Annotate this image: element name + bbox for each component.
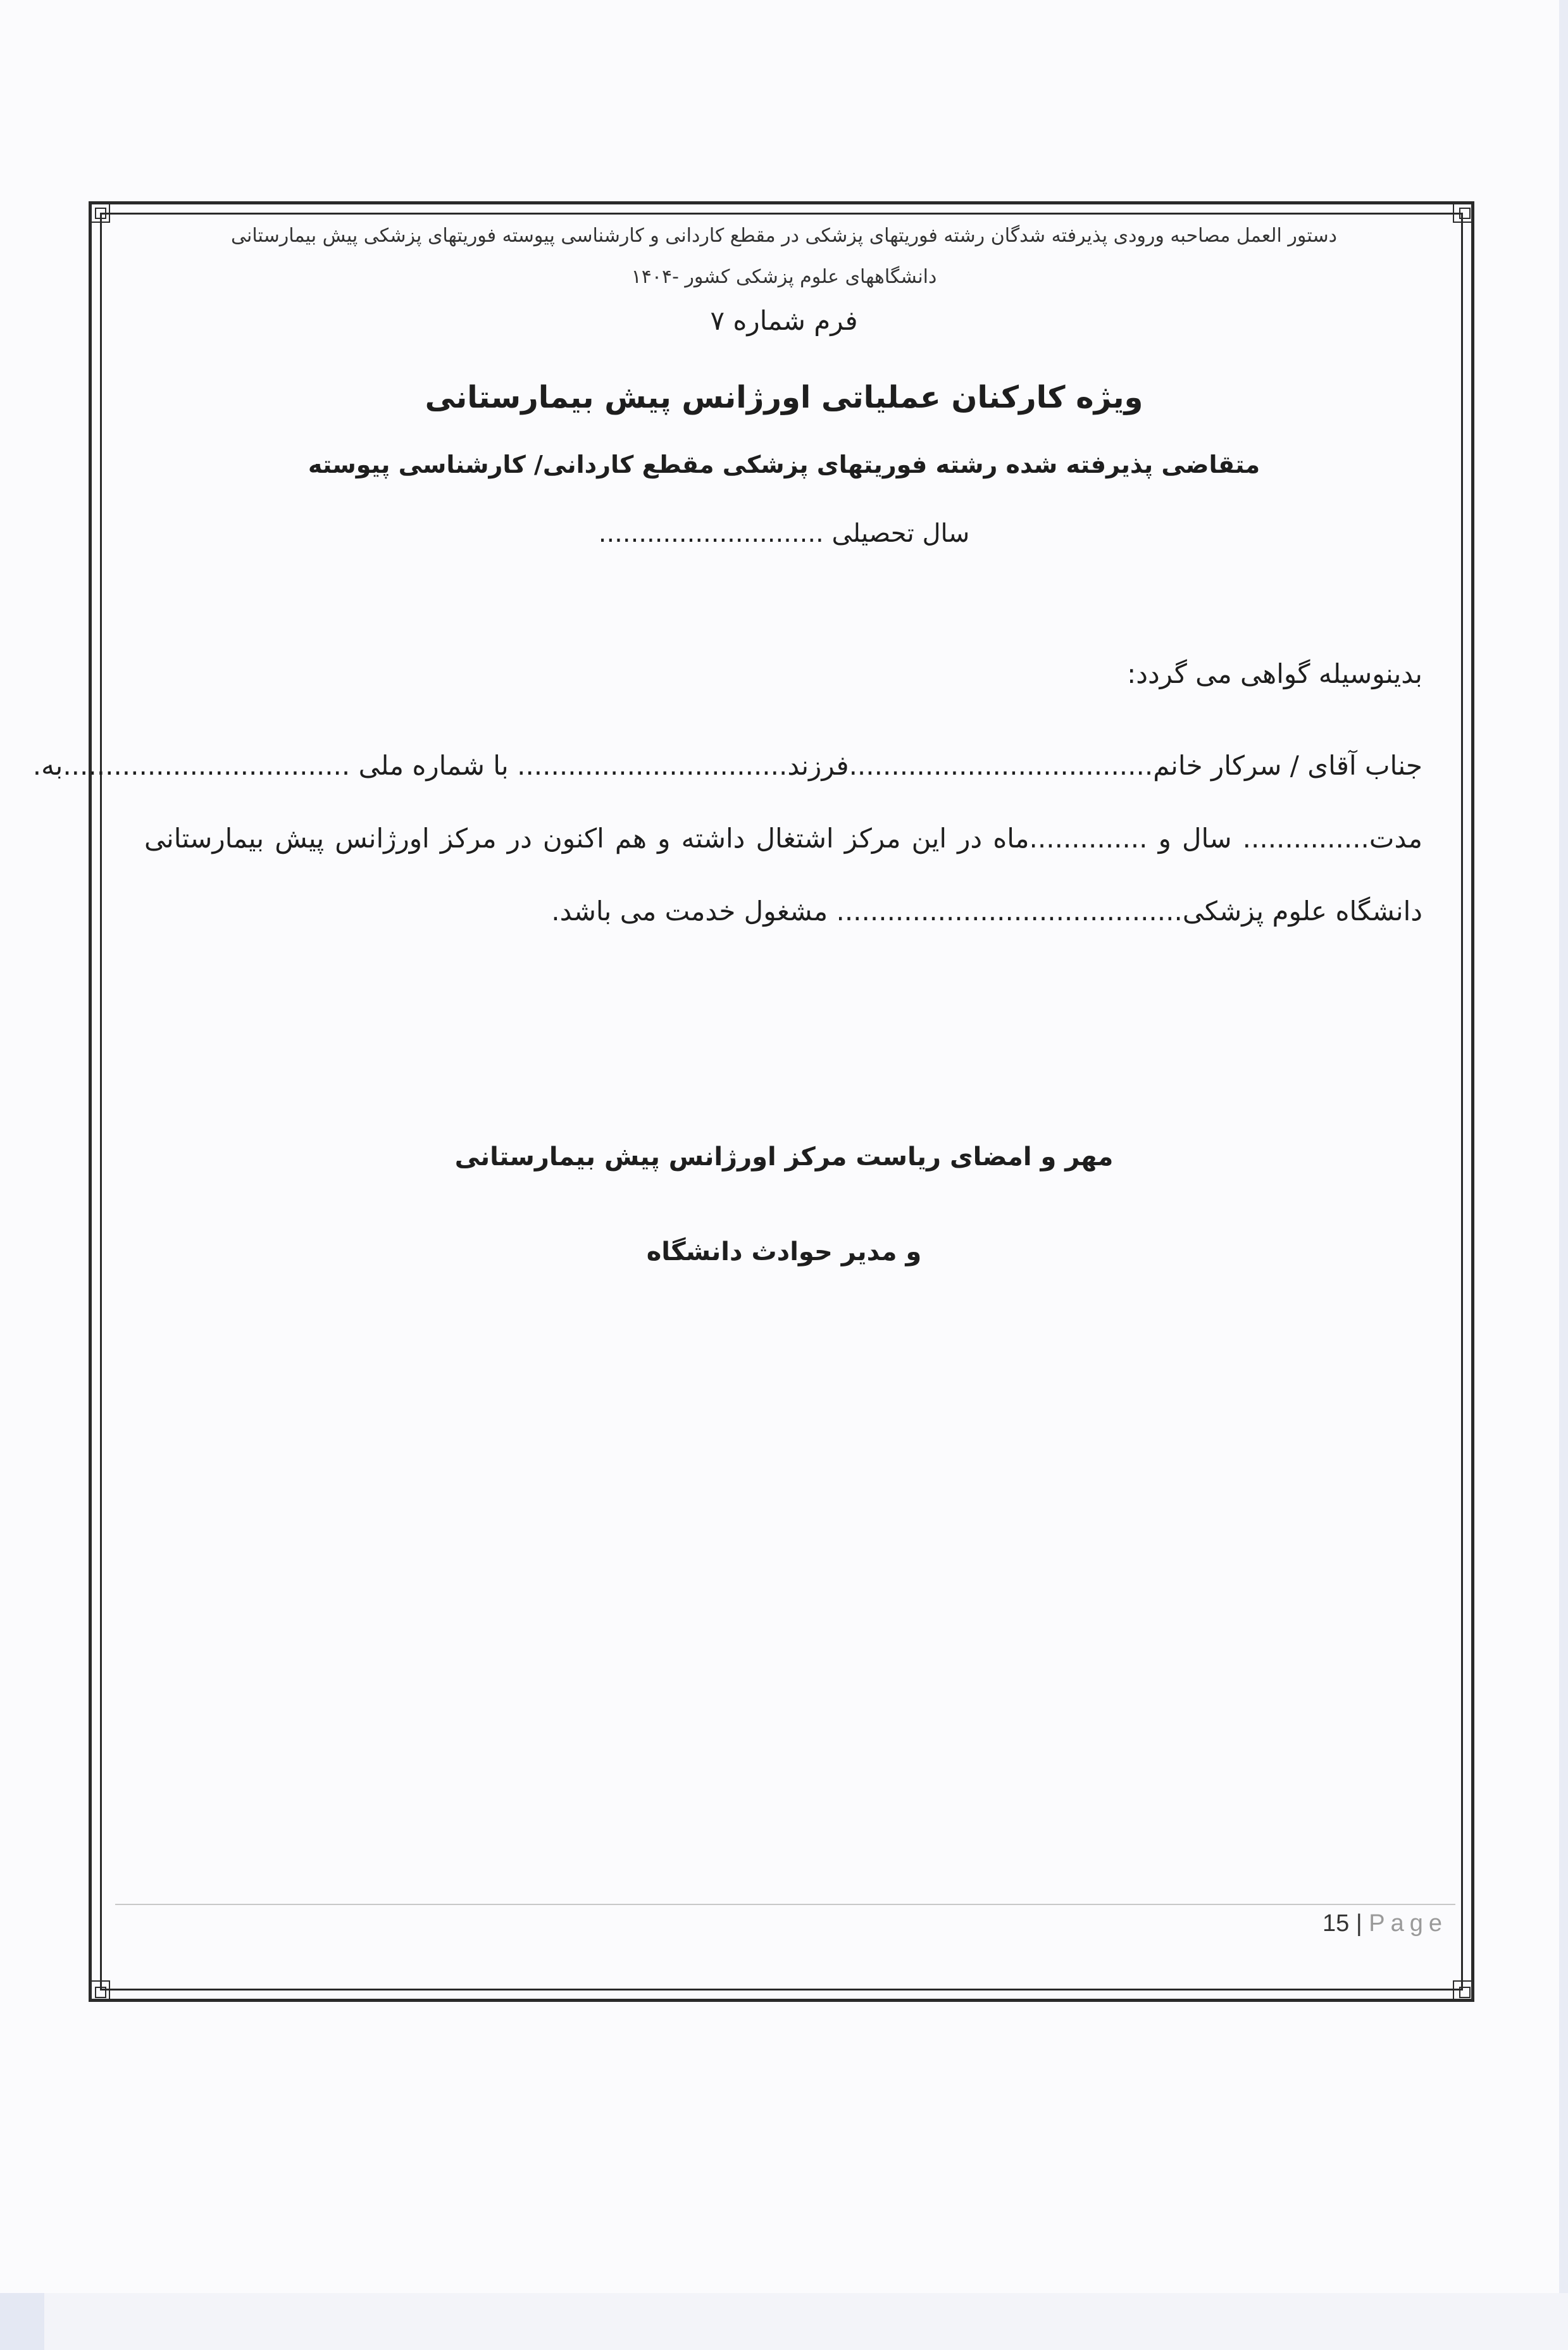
document-header-line-1: دستور العمل مصاحبه ورودی پذیرفته شدگان رشته فوریتهای پزشکی در مقطع کاردانی و کارشناسی پیوسته فوریتهای پزشکی پیش بیمارستانی: [231, 225, 1337, 247]
corner-ornament-top-right: [1453, 201, 1474, 223]
corner-ornament-bottom-left: [89, 1980, 110, 2002]
form-subtitle: متقاضی پذیرفته شده رشته فوریتهای پزشکی مقطع کاردانی/ کارشناسی پیوسته: [308, 451, 1260, 478]
certification-intro: بدینوسیله گواهی می گردد:: [1127, 658, 1422, 689]
page-number-footer: [1322, 1910, 1448, 1937]
page-label: Page: [1369, 1910, 1448, 1937]
signature-label-director: مهر و امضای ریاست مرکز اورژانس پیش بیمارستانی: [454, 1142, 1114, 1172]
corner-ornament-bottom-right: [1453, 1980, 1474, 2002]
footer-divider: [115, 1904, 1455, 1905]
scan-corner-shade: [0, 2293, 44, 2350]
form-number: فرم شماره ۷: [710, 305, 858, 336]
scan-edge-bottom: [0, 2293, 1568, 2350]
signature-label-manager: و مدیر حوادث دانشگاه: [646, 1237, 922, 1266]
academic-year-field: سال تحصیلی ............................: [598, 519, 970, 548]
corner-ornament-top-left: [89, 201, 110, 223]
form-title: ویژه کارکنان عملیاتی اورژانس پیش بیمارستانی: [425, 380, 1143, 415]
certificate-line-university: دانشگاه علوم پزشکی......................................... مشغول خدمت می باشد.: [551, 896, 1422, 927]
page-number: 15: [1322, 1910, 1350, 1937]
certificate-line-duration: مدت............... سال و ..............ماه در این مرکز اشتغال داشته و هم اکنون در مرکز اورژانس پیش بیمارستانی: [144, 823, 1422, 854]
document-header-line-2: دانشگاههای علوم پزشکی کشور -۱۴۰۴: [631, 266, 937, 288]
certificate-line-name: جناب آقای / سرکار خانم....................................فرزند................................ با شماره ملی ..................................به.: [32, 750, 1422, 781]
page-border-inner: [32, 213, 1463, 1991]
scan-edge-right: [1559, 0, 1568, 2350]
page-separator: |: [1355, 1910, 1362, 1937]
